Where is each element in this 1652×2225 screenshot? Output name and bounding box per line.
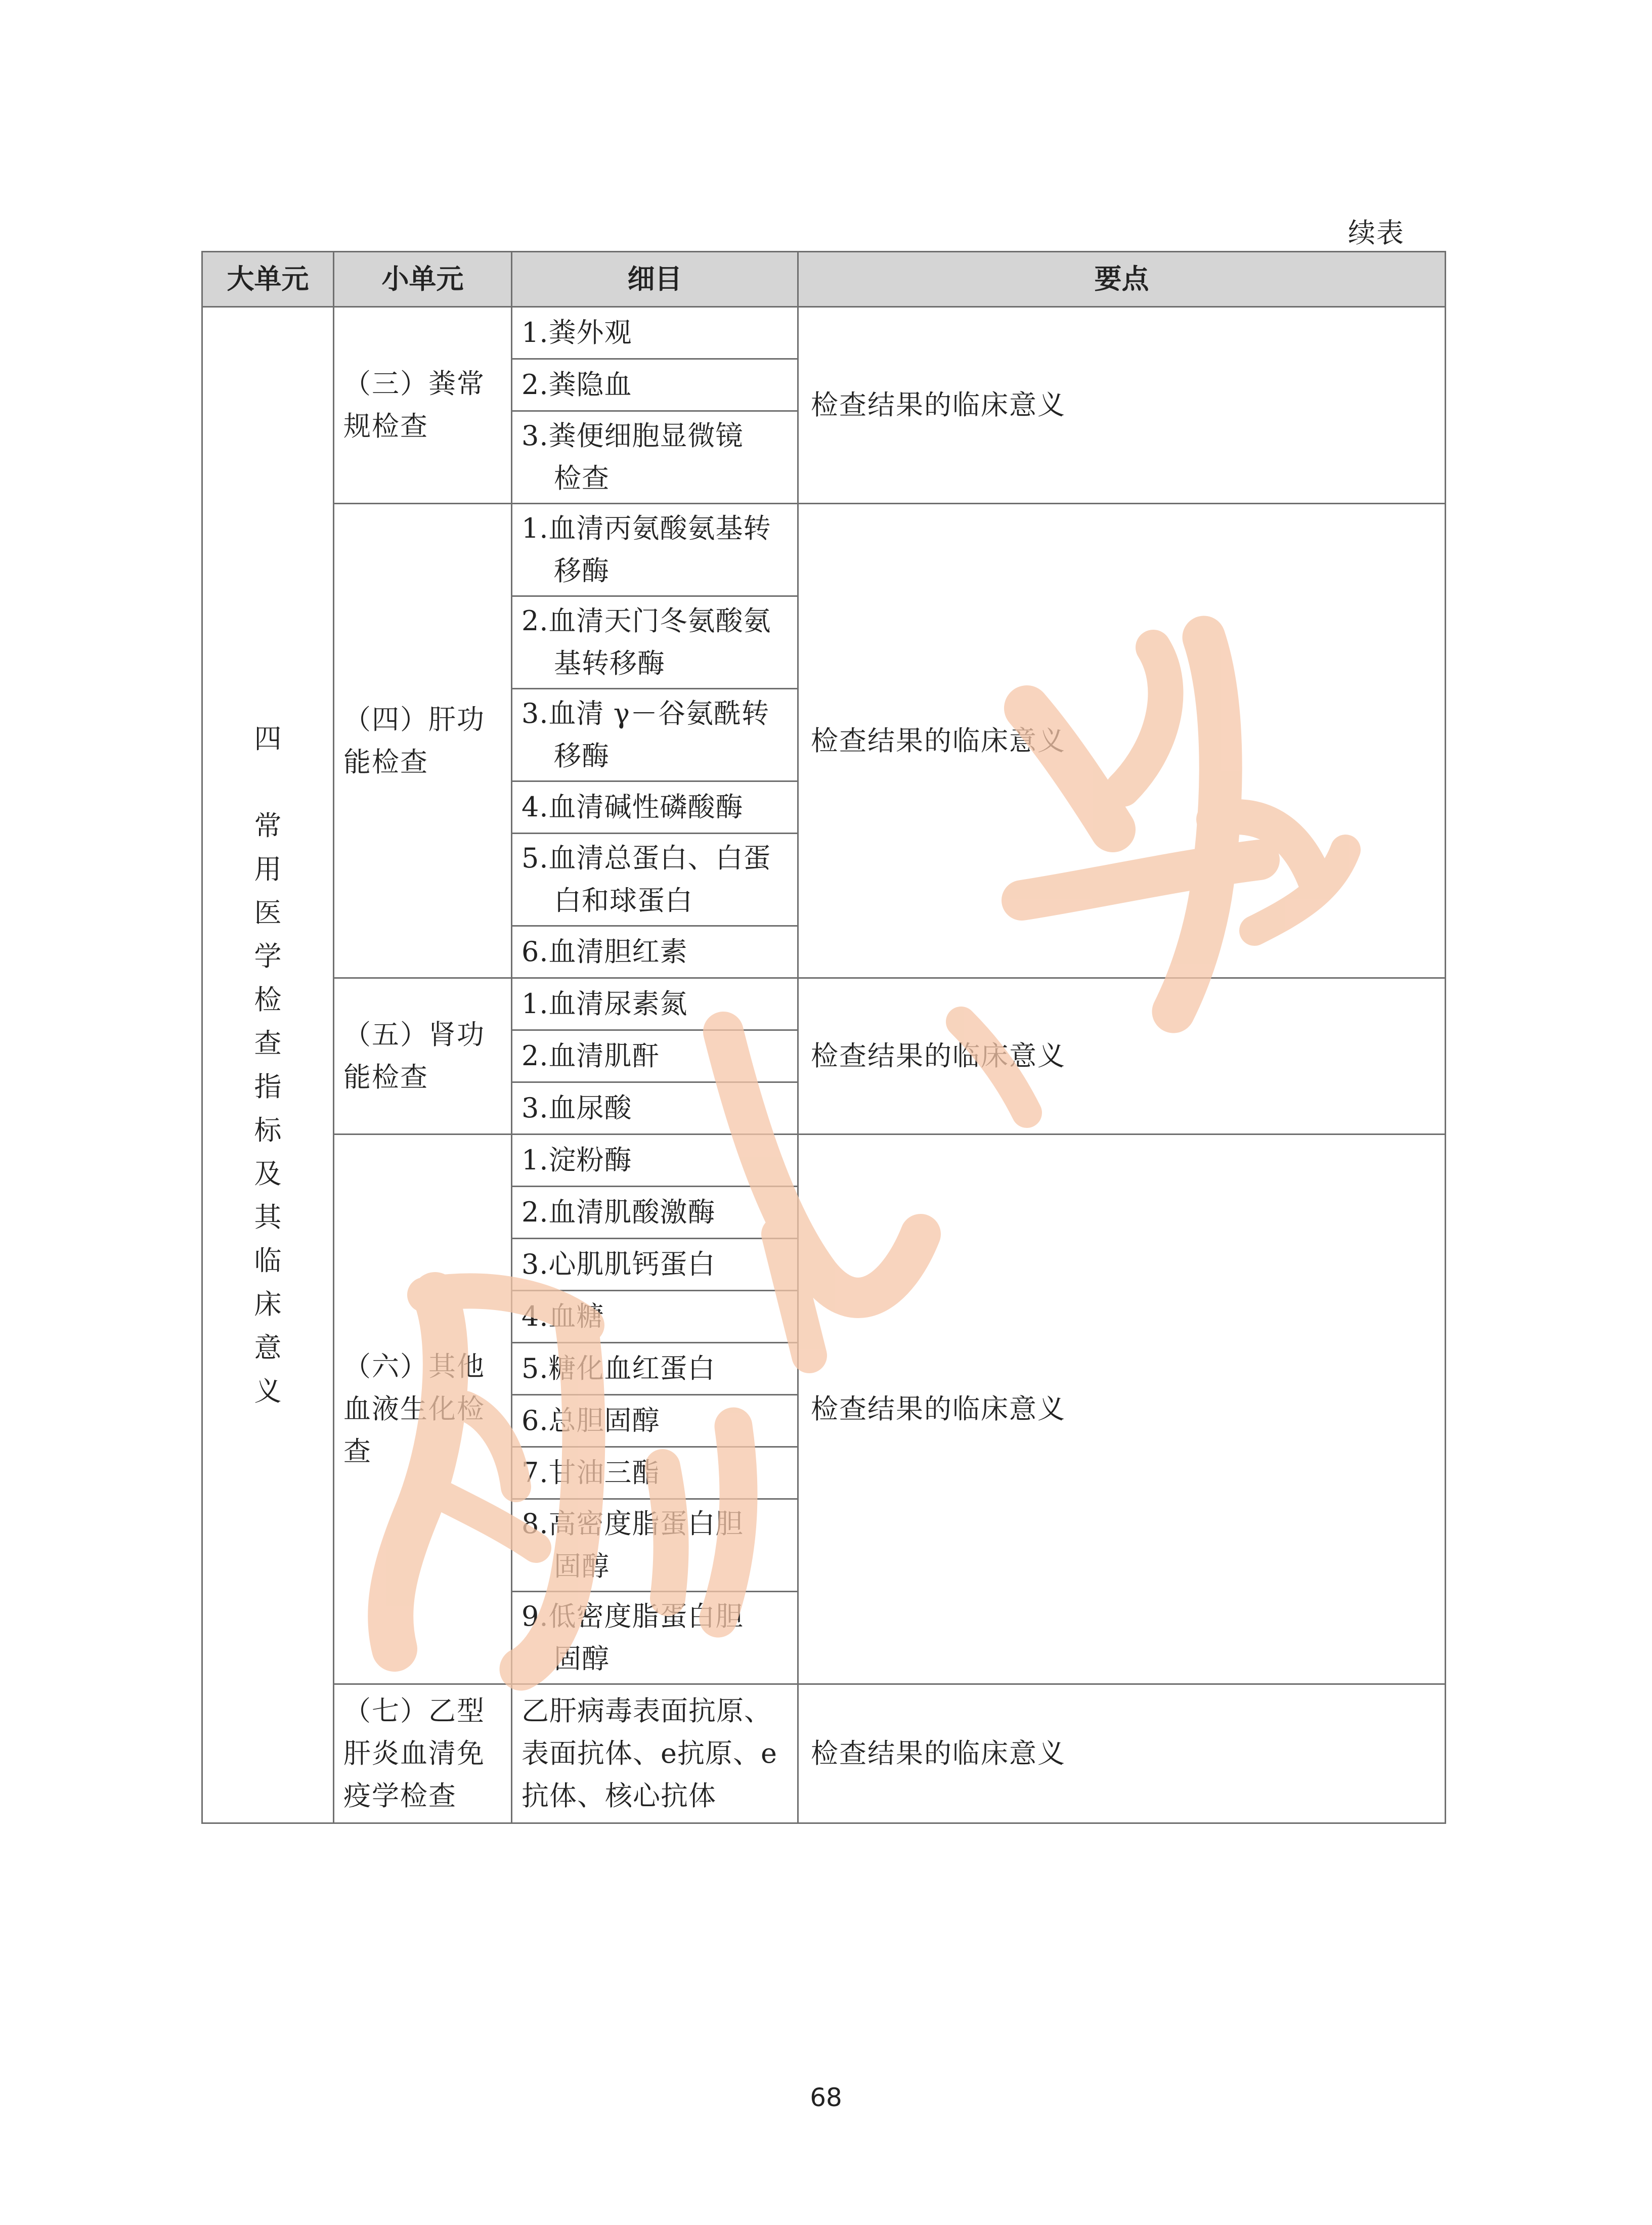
table-row xyxy=(202,1684,1446,1823)
detail-continuation: 检查 xyxy=(554,462,610,494)
detail-cell xyxy=(512,1291,798,1343)
detail-number: 1. xyxy=(521,988,549,1020)
detail-number: 1. xyxy=(521,1144,549,1176)
detail-text: 血清 γ－谷氨酰转 xyxy=(548,697,769,729)
detail-cell xyxy=(512,1447,798,1499)
detail-cell xyxy=(512,596,798,689)
detail-line xyxy=(521,1295,788,1338)
detail-text: 粪隐血 xyxy=(548,369,632,401)
detail-continuation: 移酶 xyxy=(554,740,610,772)
detail-cell xyxy=(512,307,798,359)
detail-text: 血清总蛋白、白蛋 xyxy=(548,842,771,874)
detail-line xyxy=(521,1690,788,1817)
detail-text: 血糖 xyxy=(548,1300,604,1332)
big-unit-title: 四 常 用 医 学 检 查 指 标 及 其 临 床 意 义 xyxy=(254,722,282,1407)
detail-line xyxy=(521,600,788,642)
table-row xyxy=(202,307,1446,359)
detail-text: 乙肝病毒表面抗原、表面抗体、e抗原、e抗体、核心抗体 xyxy=(521,1695,777,1812)
detail-cell xyxy=(512,1395,798,1447)
detail-text: 血清天门冬氨酸氨 xyxy=(548,605,771,637)
detail-line xyxy=(521,1243,788,1286)
header-small-unit: 小单元 xyxy=(334,252,512,307)
detail-cell xyxy=(512,1082,798,1135)
detail-cell xyxy=(512,689,798,781)
small-unit-cell: （三）粪常规检查 xyxy=(334,307,512,504)
detail-cell xyxy=(512,1592,798,1684)
detail-line xyxy=(521,312,788,354)
detail-text: 淀粉酶 xyxy=(548,1144,632,1176)
detail-text: 血清胆红素 xyxy=(548,936,688,968)
detail-cell xyxy=(512,1030,798,1082)
detail-text: 总胆固醇 xyxy=(548,1405,660,1436)
table-row xyxy=(202,504,1446,596)
detail-cell xyxy=(512,926,798,978)
header-detail: 细目 xyxy=(512,252,798,307)
detail-line xyxy=(521,507,788,550)
detail-cell xyxy=(512,1499,798,1592)
table-header-row xyxy=(202,252,1446,307)
small-unit-cell: （五）肾功能检查 xyxy=(334,978,512,1135)
detail-text: 粪外观 xyxy=(548,317,632,348)
continued-label: 续表 xyxy=(1348,217,1405,249)
detail-text: 心肌肌钙蛋白 xyxy=(548,1248,716,1280)
detail-number: 5. xyxy=(521,842,549,874)
page-number: 68 xyxy=(810,2083,842,2112)
detail-number: 3. xyxy=(521,420,549,452)
detail-line xyxy=(521,1191,788,1234)
detail-number: 7. xyxy=(521,1457,549,1489)
detail-number: 6. xyxy=(521,936,549,968)
detail-number: 5. xyxy=(521,1353,549,1384)
table-row xyxy=(202,1135,1446,1187)
detail-number: 2. xyxy=(521,1196,549,1228)
detail-number: 4. xyxy=(521,791,549,823)
detail-line xyxy=(521,1452,788,1494)
detail-continuation: 白和球蛋白 xyxy=(554,885,693,917)
detail-cell xyxy=(512,1187,798,1239)
big-unit-cell xyxy=(202,307,334,1823)
header-big-unit: 大单元 xyxy=(202,252,334,307)
detail-number: 2. xyxy=(521,369,549,401)
detail-cell xyxy=(512,1135,798,1187)
detail-text: 血清碱性磷酸酶 xyxy=(548,791,744,823)
small-unit-cell: （七）乙型肝炎血清免疫学检查 xyxy=(334,1684,512,1823)
detail-line xyxy=(521,1503,788,1545)
detail-line xyxy=(521,1139,788,1182)
detail-text: 甘油三酯 xyxy=(548,1457,660,1489)
detail-number: 1. xyxy=(521,317,549,348)
detail-number: 9. xyxy=(521,1600,549,1632)
detail-continuation: 固醇 xyxy=(554,1643,610,1675)
detail-number: 2. xyxy=(521,1040,549,1072)
key-point-cell: 检查结果的临床意义 xyxy=(798,504,1446,978)
detail-line xyxy=(521,837,788,880)
detail-line xyxy=(521,931,788,973)
detail-number: 2. xyxy=(521,605,549,637)
detail-number: 3. xyxy=(521,1092,549,1124)
small-unit-cell: （六）其他血液生化检查 xyxy=(334,1135,512,1684)
table-row xyxy=(202,978,1446,1030)
detail-number: 4. xyxy=(521,1300,549,1332)
detail-line xyxy=(521,786,788,828)
detail-number: 3. xyxy=(521,1248,549,1280)
detail-line xyxy=(521,1595,788,1638)
detail-text: 血清肌酐 xyxy=(548,1040,660,1072)
detail-cell xyxy=(512,504,798,596)
detail-continuation: 移酶 xyxy=(554,555,610,587)
detail-cell xyxy=(512,781,798,834)
detail-continuation: 固醇 xyxy=(554,1550,610,1582)
detail-text: 血清丙氨酸氨基转 xyxy=(548,512,771,544)
detail-cell xyxy=(512,411,798,504)
syllabus-table xyxy=(201,251,1446,1824)
detail-number: 1. xyxy=(521,512,549,544)
detail-line xyxy=(521,364,788,406)
detail-line xyxy=(521,1347,788,1390)
detail-line xyxy=(521,983,788,1025)
detail-cell xyxy=(512,359,798,411)
detail-number: 8. xyxy=(521,1508,549,1540)
detail-cell xyxy=(512,1343,798,1395)
detail-text: 低密度脂蛋白胆 xyxy=(548,1600,744,1632)
detail-continuation: 基转移酶 xyxy=(554,647,665,679)
table-body xyxy=(202,307,1446,1823)
small-unit-cell: （四）肝功能检查 xyxy=(334,504,512,978)
detail-cell xyxy=(512,834,798,926)
detail-line xyxy=(521,1035,788,1077)
detail-text: 血尿酸 xyxy=(548,1092,632,1124)
detail-text: 粪便细胞显微镜 xyxy=(548,420,744,452)
detail-line xyxy=(521,415,788,457)
detail-text: 血清尿素氮 xyxy=(548,988,688,1020)
detail-line xyxy=(521,1087,788,1129)
detail-number: 6. xyxy=(521,1405,549,1436)
detail-line xyxy=(521,1400,788,1442)
header-key-point: 要点 xyxy=(798,252,1446,307)
detail-line xyxy=(521,692,788,735)
key-point-cell: 检查结果的临床意义 xyxy=(798,307,1446,504)
key-point-cell: 检查结果的临床意义 xyxy=(798,978,1446,1135)
detail-cell xyxy=(512,978,798,1030)
detail-cell xyxy=(512,1239,798,1291)
detail-text: 高密度脂蛋白胆 xyxy=(548,1508,744,1540)
detail-number: 3. xyxy=(521,697,549,729)
detail-text: 血清肌酸激酶 xyxy=(548,1196,716,1228)
key-point-cell: 检查结果的临床意义 xyxy=(798,1135,1446,1684)
key-point-cell: 检查结果的临床意义 xyxy=(798,1684,1446,1823)
detail-text: 糖化血红蛋白 xyxy=(548,1353,716,1384)
detail-cell xyxy=(512,1684,798,1823)
